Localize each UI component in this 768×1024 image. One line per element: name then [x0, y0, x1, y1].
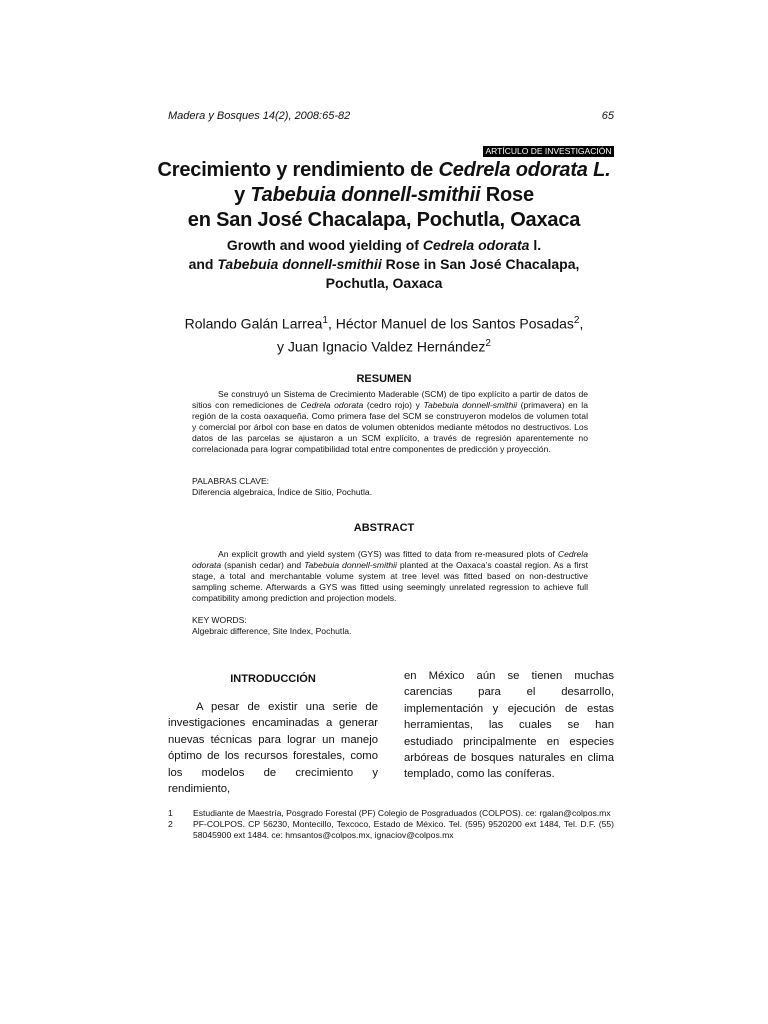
keywords-text: Algebraic difference, Site Index, Pochutla.	[192, 626, 352, 637]
journal-citation: Madera y Bosques 14(2), 2008:65-82	[168, 110, 351, 122]
species-name: Tabebuia donnell-smithii	[304, 560, 397, 571]
text-run: ) was fitted to data from re-measured plots of	[378, 549, 558, 559]
keywords-label: PALABRAS CLAVE:	[192, 476, 270, 486]
acronym: SCM	[402, 411, 422, 422]
acronym: COLPOS	[482, 808, 518, 818]
resumen-heading: RESUMEN	[356, 373, 412, 385]
abstract-paragraph	[192, 549, 588, 604]
acronym: PF-COLPOS. CP	[193, 819, 261, 830]
author-separator: ,	[579, 315, 584, 332]
acronym: GYS	[319, 582, 338, 593]
resumen-paragraph	[192, 389, 588, 456]
author-name: y Juan Ignacio Valdez Hernández	[277, 338, 486, 355]
subtitle-text: Growth and wood yielding of	[226, 237, 423, 253]
footnote-number: 2	[168, 819, 173, 830]
footnote	[168, 819, 614, 841]
text-run: (spanish cedar) and	[221, 560, 305, 571]
species-name: Cedrela odorata	[192, 549, 588, 571]
title-text: Rose	[480, 184, 534, 206]
footnote-text	[193, 819, 614, 841]
text-run: ) de tipo explícito a partir de datos de sitios con remediciones de	[192, 389, 589, 411]
text-run: explícito, a través de regresión aparentemente no correlacionada para lograr compatibilidad total entre componentes de predicción y proyección.	[192, 433, 588, 455]
text-run: (cedro rojo) y	[363, 400, 424, 411]
affiliation-marker: 2	[573, 315, 580, 326]
text-run: ). ce: rgalan@colpos.mx	[517, 808, 611, 818]
text-run: 56230, Montecillo, Texcoco, Estado de México. Tel. (595) 9520200 ext 1484, Tel. D.F. (55) 58045900 ext 1484. ce: hmsantos@colpos.mx, ignaciov@colpos.mx	[193, 819, 615, 841]
footnote-number: 1	[168, 808, 173, 818]
species-name: Cedrela odorata	[300, 400, 364, 411]
subtitle-text: and	[188, 256, 218, 272]
subtitle-text: l.	[529, 237, 542, 253]
author-list	[150, 311, 618, 356]
article-title	[150, 158, 618, 233]
introduccion-heading: INTRODUCCIÓN	[230, 673, 316, 685]
acronym: PF	[361, 808, 373, 818]
text-run: (primavera) en la región de la costa oaxaqueña. Como primera fase del	[192, 400, 588, 422]
subtitle-text: Rose in San José Chacalapa,	[381, 256, 580, 272]
text-run: Estudiante de Maestría, Posgrado Forestal (	[193, 808, 362, 818]
footnote-text	[193, 808, 614, 819]
acronym: SCM	[361, 433, 381, 444]
species-name: Cedrela odorata	[422, 237, 530, 253]
text-run: An explicit growth and yield system (	[218, 549, 361, 559]
text-run: Se construyó un Sistema de Crecimiento Maderable (	[218, 389, 425, 399]
text-run: ) Colegio de Posgraduados (	[372, 808, 483, 818]
page-number: 65	[601, 110, 614, 122]
abstract-heading: ABSTRACT	[353, 522, 415, 534]
keywords-label: KEY WORDS:	[192, 615, 247, 625]
species-name: Tabebuia donnell-smithii	[423, 400, 518, 411]
footnotes	[168, 808, 614, 841]
species-name: Tabebuia donnell-smithii	[217, 256, 382, 272]
author-name: Rolando Galán Larrea	[184, 315, 323, 332]
author-name: , Héctor Manuel de los Santos Posadas	[327, 315, 574, 332]
footnote	[168, 808, 614, 819]
subtitle-text: Pochutla, Oaxaca	[325, 275, 443, 291]
acronym: GYS	[360, 549, 379, 559]
key-words	[192, 615, 588, 637]
species-name: Cedrela odorata L.	[438, 159, 611, 181]
affiliation-marker: 1	[322, 315, 328, 326]
palabras-clave	[192, 476, 588, 498]
title-text: y	[234, 184, 251, 206]
body-text-right-column: en México aún se tienen muchas carencias para el desarrollo, implementación y ejecución de estas herramientas, las cuales se han estudiado principalmente en especies arbóreas de bosques naturales en clima templado, como las coníferas.	[404, 670, 614, 781]
text-run: was fitted using seemingly unrelated regression to achieve full compatibility among prediction and projection models.	[192, 582, 588, 604]
body-text-left-column: A pesar de existir una serie de investigaciones encaminadas a generar nuevas técnicas para lograr un manejo óptimo de los recursos forestales, como los modelos de crecimiento y rendimiento,	[168, 701, 378, 796]
text-run: planted at the Oaxaca’s coastal region. As a first stage, a total and merchantable volume system at tree level was fitted based on non-destructive sampling scheme. Afterwards a	[192, 560, 588, 593]
keywords-text: Diferencia algebraica, Índice de Sitio, Pochutla.	[192, 487, 373, 498]
affiliation-marker: 2	[485, 337, 491, 349]
title-text: en San José Chacalapa, Pochutla, Oaxaca	[187, 209, 581, 231]
title-text: Crecimiento y rendimiento de	[157, 159, 439, 181]
section-label: ARTÍCULO DE INVESTIGACIÓN	[483, 146, 614, 157]
text-run: se construyeron modelos de volumen total y comercial por árbol con base en datos de volumen obtenidos mediante métodos no destructivos. Los datos de las parcelas se ajustaron a un	[192, 411, 588, 444]
article-subtitle	[150, 236, 618, 293]
acronym: SCM	[424, 389, 444, 399]
species-name: Tabebuia donnell-smithii	[250, 184, 481, 206]
